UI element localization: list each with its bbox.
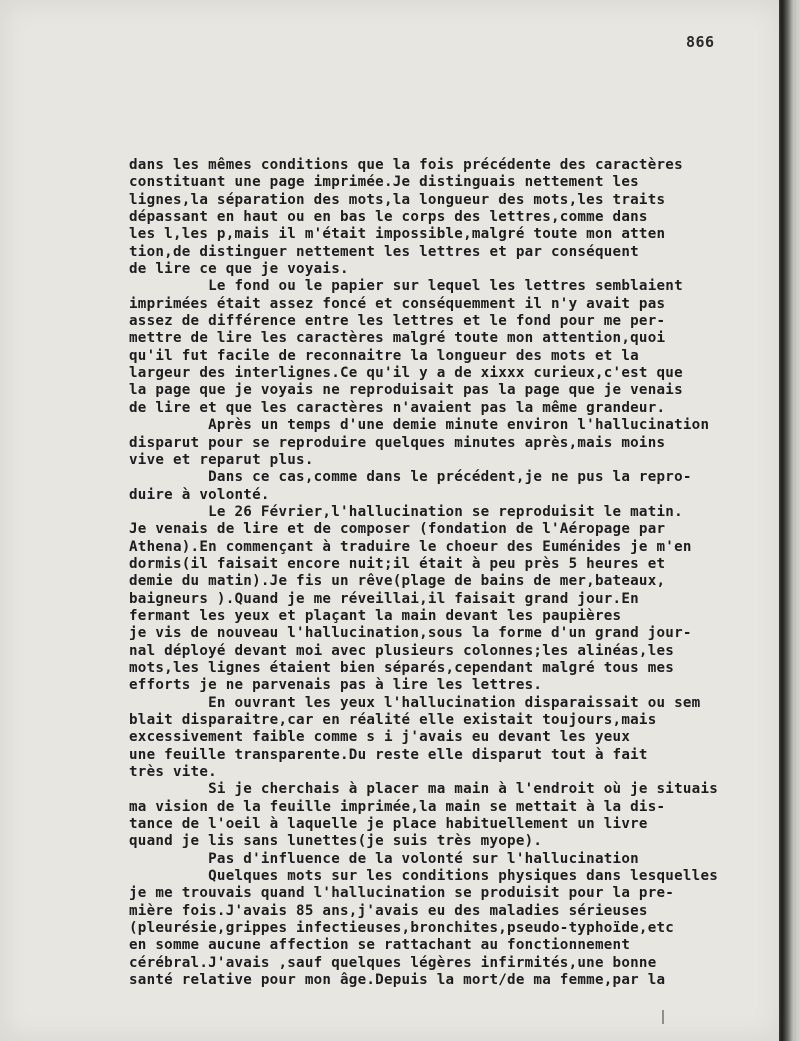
text-line: fermant les yeux et plaçant la main devant les paupières	[129, 607, 622, 624]
text-line: disparut pour se reproduire quelques minutes après,mais moins	[129, 434, 666, 451]
text-line: mots,les lignes étaient bien séparés,cependant malgré tous mes	[129, 659, 675, 676]
text-line: tance de l'oeil à laquelle je place habituellement un livre	[129, 816, 648, 833]
text-line: dormis(il faisait encore nuit;il était à peu près 5 heures et	[129, 555, 666, 572]
text-line: tion,de distinguer nettement les lettres et par conséquent	[129, 243, 639, 260]
text-line: de lire et que les caractères n'avaient pas la même grandeur.	[129, 399, 666, 416]
text-line: Le fond ou le papier sur lequel les lettres semblaient	[129, 278, 683, 295]
text-line: quand je lis sans lunettes(je suis très myope).	[129, 833, 543, 850]
text-line: cérébral.J'avais ,sauf quelques légères infirmités,une bonne	[129, 954, 657, 971]
text-line: je me trouvais quand l'hallucination se produisit pour la pre-	[129, 885, 675, 902]
text-line: Dans ce cas,comme dans le précédent,je ne pus la repro-	[129, 469, 692, 486]
text-line: une feuille transparente.Du reste elle disparut tout à fait	[129, 746, 648, 763]
text-line: mière fois.J'avais 85 ans,j'avais eu des maladies sérieuses	[129, 902, 648, 919]
text-line: lignes,la séparation des mots,la longueur des mots,les traits	[129, 191, 666, 208]
text-line: très vite.	[129, 764, 217, 781]
page-number: 866	[686, 33, 715, 51]
text-line: Je venais de lire et de composer (fondation de l'Aéropage par	[129, 521, 666, 538]
text-line: en somme aucune affection se rattachant au fonctionnement	[129, 937, 631, 954]
text-line: mettre de lire les caractères malgré toute mon attention,quoi	[129, 330, 666, 347]
text-line: Athena).En commençant à traduire le choeur des Euménides je m'en	[129, 538, 692, 555]
text-line: assez de différence entre les lettres et le fond pour me per-	[129, 313, 666, 330]
text-line: dans les mêmes conditions que la fois précédente des caractères	[129, 157, 683, 173]
text-line: (pleurésie,grippes infectieuses,bronchites,pseudo-typhoïde,etc	[129, 920, 675, 937]
text-line: la page que je voyais ne reproduisait pas la page que je venais	[129, 382, 683, 399]
typed-text-body	[129, 157, 779, 990]
text-line: les l,les p,mais il m'était impossible,malgré toute mon atten	[129, 226, 666, 243]
text-line: qu'il fut facile de reconnaitre la longueur des mots et la	[129, 347, 639, 364]
text-line: dépassant en haut ou en bas le corps des lettres,comme dans	[129, 209, 648, 226]
text-line: ma vision de la feuille imprimée,la main se mettait à la dis-	[129, 798, 666, 815]
text-line: Le 26 Février,l'hallucination se reproduisit le matin.	[129, 503, 683, 520]
text-line: duire à volonté.	[129, 486, 270, 503]
text-line: baigneurs ).Quand je me réveillai,il faisait grand jour.En	[129, 590, 639, 607]
text-line: je vis de nouveau l'hallucination,sous la forme d'un grand jour-	[129, 625, 692, 642]
text-line: Après un temps d'une demie minute environ l'hallucination	[129, 417, 710, 434]
text-line: demie du matin).Je fis un rêve(plage de bains de mer,bateaux,	[129, 573, 666, 590]
text-line: de lire ce que je voyais.	[129, 261, 349, 278]
text-line: excessivement faible comme s i j'avais eu devant les yeux	[129, 729, 631, 746]
text-line: vive et reparut plus.	[129, 451, 314, 468]
text-line: nal déployé devant moi avec plusieurs colonnes;les alinéas,les	[129, 642, 675, 659]
text-line: constituant une page imprimée.Je distinguais nettement les	[129, 174, 639, 191]
text-line: Quelques mots sur les conditions physiques dans lesquelles	[129, 868, 719, 885]
text-line: efforts je ne parvenais pas à lire les lettres.	[129, 677, 543, 694]
page-edge-shadow	[779, 0, 800, 1041]
text-line: santé relative pour mon âge.Depuis la mort/de ma femme,par la	[129, 972, 666, 989]
text-line: Si je cherchais à placer ma main à l'endroit où je situais	[129, 781, 719, 798]
text-line: En ouvrant les yeux l'hallucination disparaissait ou sem	[129, 694, 701, 711]
text-line: Pas d'influence de la volonté sur l'hallucination	[129, 850, 639, 867]
text-line: blait disparaitre,car en réalité elle existait toujours,mais	[129, 712, 657, 728]
text-line: imprimées était assez foncé et conséquemment il n'y avait pas	[129, 295, 666, 312]
text-line: largeur des interlignes.Ce qu'il y a de xixxx curieux,c'est que	[129, 365, 683, 382]
ink-mark	[662, 1010, 664, 1024]
